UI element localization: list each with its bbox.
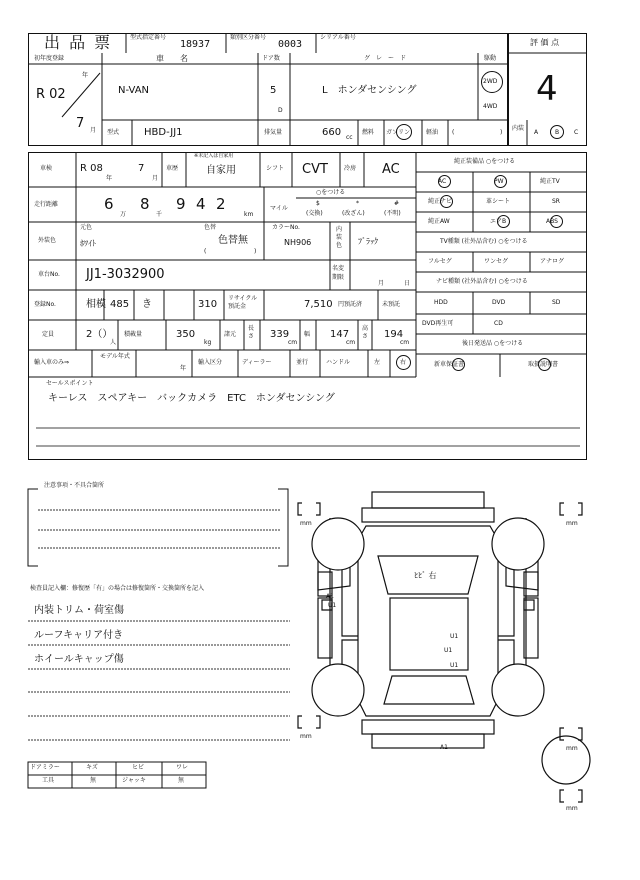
model: HBD-JJ1	[144, 127, 183, 138]
score-label: 評 価 点	[530, 38, 560, 47]
sales-label: セールスポイント	[46, 380, 94, 387]
ac: AC	[382, 162, 400, 177]
class-label: 類別区分番号	[230, 34, 267, 41]
grade-label: グ レ ー ド	[364, 55, 407, 62]
inspection-month: 7	[138, 163, 145, 174]
chassis: JJ1-3032900	[86, 267, 165, 282]
capacity: 2（）	[86, 329, 113, 340]
first-reg-label: 初年度登録	[34, 55, 65, 62]
handle-right-circle	[396, 355, 411, 370]
plate-number: 310	[198, 299, 218, 310]
chassis-label: 車台No.	[38, 271, 60, 278]
car-name: N-VAN	[118, 85, 150, 96]
capacity-label: 定員	[42, 331, 55, 338]
serial-label: シリアル番号	[320, 34, 356, 41]
mileage-digit-3: 9	[176, 195, 186, 213]
length: 339	[270, 329, 290, 340]
interior-label: 内装	[512, 125, 525, 132]
height: 194	[384, 329, 404, 340]
sales-text: キーレス スペアキー バックカメラ ETC ホンダセンシング	[48, 393, 335, 404]
load: 350	[176, 329, 196, 340]
plate-class: 485	[110, 299, 130, 310]
interior-c: C	[574, 129, 579, 136]
first-reg-year-unit: 年	[82, 72, 89, 79]
displacement-label: 排気量	[264, 129, 283, 136]
fuel-gas: ガソリン	[386, 129, 411, 136]
interior-color: ﾌﾞﾗｯｸ	[358, 237, 378, 246]
mileage-digit-4: 4	[196, 195, 206, 213]
form-title: 出 品 票	[44, 33, 113, 52]
fuel-circle	[396, 124, 412, 140]
inspector-label: 検査員記入欄：修復歴「有」の場合は修復箇所・交換箇所を記入	[30, 585, 205, 592]
equipment-title: 純正装備品 ○をつける	[454, 158, 516, 165]
history-label: 車歴	[166, 165, 179, 172]
doors: 5	[270, 85, 277, 96]
inspection-label: 車検	[40, 165, 53, 172]
doors-label: ドア数	[262, 55, 280, 62]
class-value: 0003	[278, 39, 303, 50]
inspection-era: R 08	[80, 163, 103, 174]
plate-area: 相模	[86, 299, 106, 310]
shift: CVT	[302, 162, 328, 177]
mileage-digit-5: 2	[216, 195, 226, 213]
color-no: NH906	[284, 238, 312, 247]
reg-type-value: 18937	[180, 39, 211, 50]
note-line-2: ルーフキャリア付き	[34, 630, 124, 641]
shift-label: シフト	[266, 165, 285, 172]
import-label: 輸入車のみ⇒	[34, 359, 70, 366]
mileage-digit-1: 6	[104, 195, 114, 213]
first-reg-era: R 02	[36, 87, 66, 102]
mileage-digit-2: 8	[140, 195, 150, 213]
note-line-3: ホイールキャップ傷	[34, 654, 124, 665]
color-label: 外装色	[38, 237, 57, 244]
drive-2wd: 2WD	[483, 78, 498, 85]
interior-circle	[550, 125, 564, 139]
interior-a: A	[534, 129, 539, 136]
first-reg-month: 7	[76, 116, 85, 131]
fuel-light: 軽油	[426, 129, 439, 136]
mark-note: ○をつける	[316, 189, 346, 196]
drive-label: 駆動	[484, 55, 497, 62]
door-suffix: D	[278, 107, 283, 114]
recycle-amount: 7,510	[304, 299, 333, 310]
mile-label: マイル	[270, 205, 288, 212]
grade: L ホンダセンシング	[322, 85, 417, 96]
note-line-1: 内装トリム・荷室傷	[34, 605, 124, 616]
displacement-unit: cc	[346, 134, 353, 141]
drive-4wd: 4WD	[483, 103, 498, 110]
history-note: ※未記入は自家用	[194, 153, 234, 159]
interior-b: B	[555, 129, 560, 136]
plate-kana: き	[142, 299, 152, 310]
color-change: 色替無	[218, 235, 248, 246]
grade-score: 4	[536, 69, 558, 109]
windshield-note: ﾋﾋﾞ 右	[414, 571, 437, 580]
width: 147	[330, 329, 350, 340]
first-reg-month-unit: 月	[90, 127, 97, 134]
plate-label: 登録No.	[34, 301, 56, 308]
displacement: 660	[322, 127, 342, 138]
ac-label: 冷房	[344, 165, 357, 172]
car-name-label: 車 名	[156, 54, 188, 63]
notes-label: 注意事項・不具合箇所	[44, 482, 105, 489]
history: 自家用	[206, 165, 236, 176]
reg-type-label: 型式指定番号	[130, 34, 167, 41]
mileage-label: 走行距離	[34, 201, 59, 208]
model-label: 型式	[107, 129, 120, 136]
original-color: ﾎﾜｲﾄ	[80, 239, 96, 248]
fuel-label: 燃料	[362, 129, 375, 136]
